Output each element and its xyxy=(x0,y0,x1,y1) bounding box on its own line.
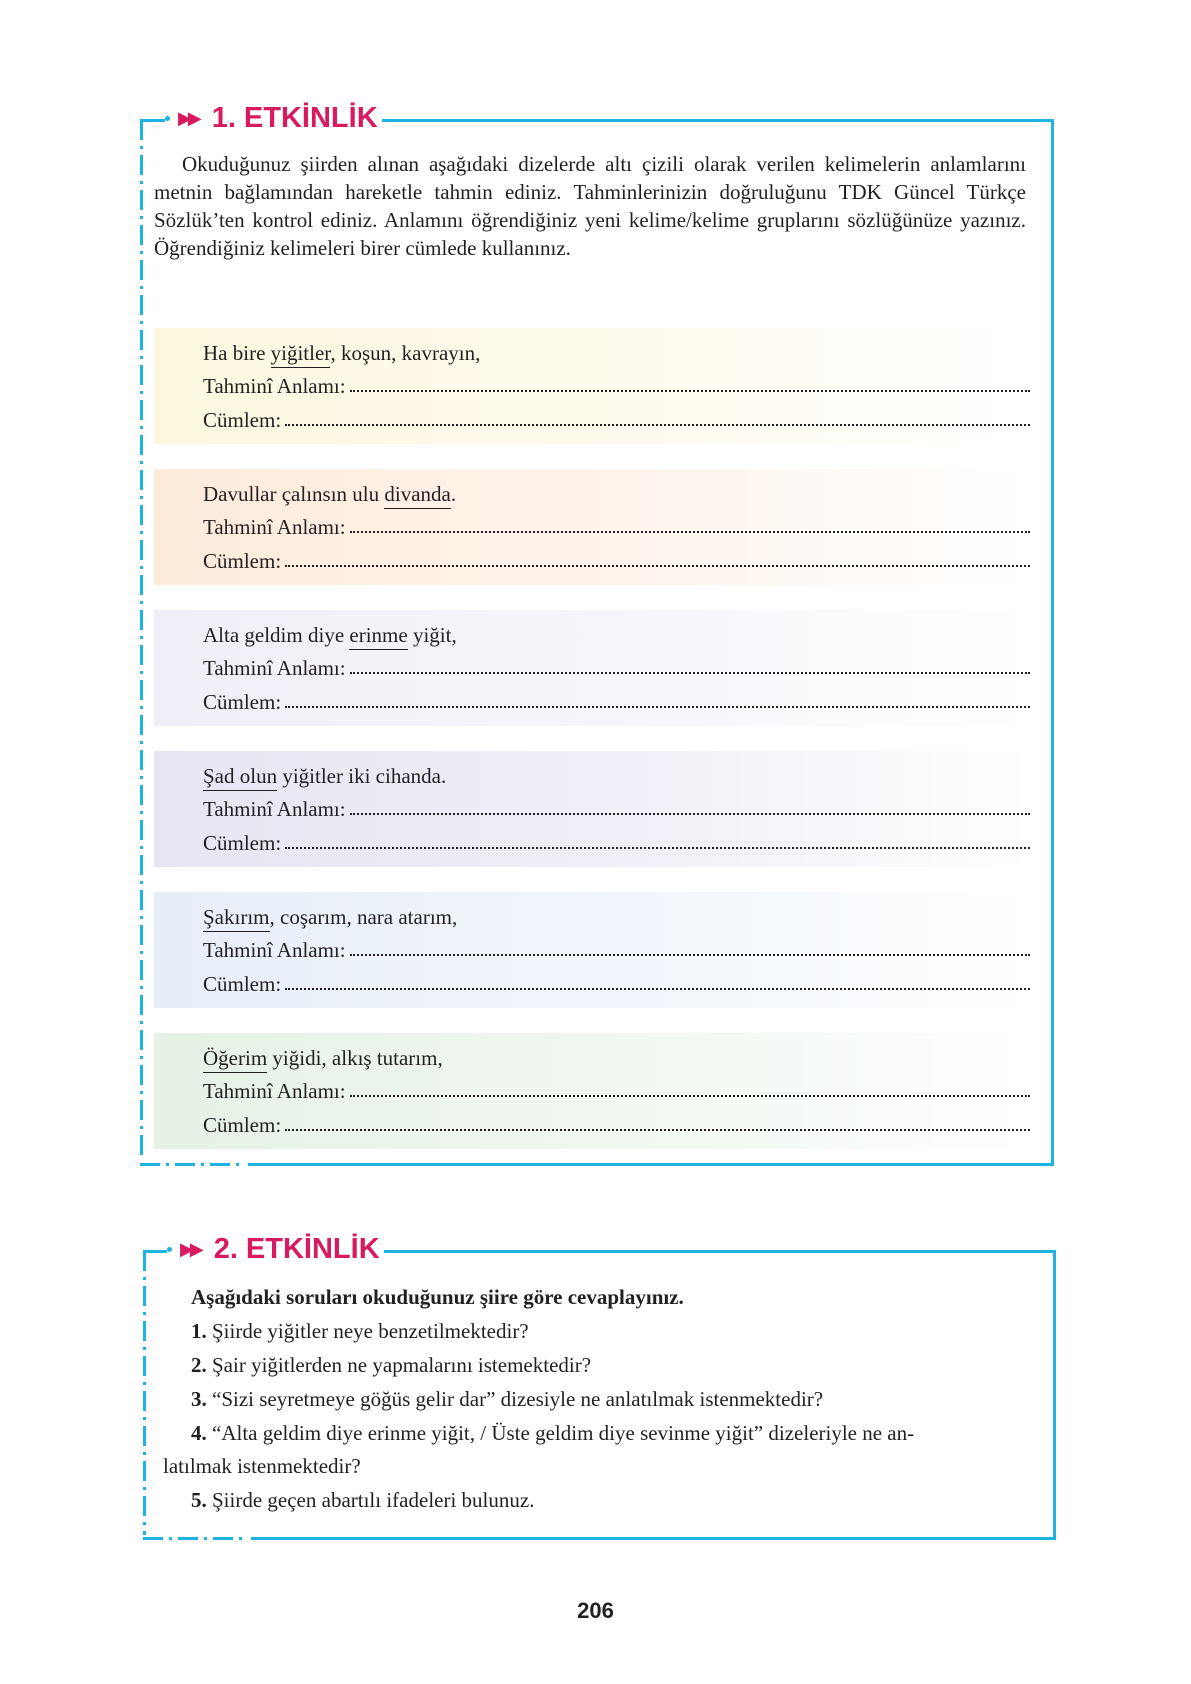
activity1-dashed-left xyxy=(140,120,143,1160)
verse-entry-2 xyxy=(154,469,1030,585)
double-arrow-icon: ▶▶ xyxy=(178,107,198,129)
bullet-dot-icon xyxy=(167,1247,172,1252)
verse-line: Şakırım, coşarım, nara atarım, xyxy=(203,902,457,932)
meaning-label: Tahminî Anlamı: xyxy=(203,656,346,680)
question-1: 1. Şiirde yiğitler neye benzetilmektedir? xyxy=(191,1319,529,1343)
verse-line: Şad olun yiğitler iki cihanda. xyxy=(203,761,446,791)
sentence-label: Cümlem: xyxy=(203,972,282,996)
meaning-label: Tahminî Anlamı: xyxy=(203,515,346,539)
activity2-dashed-left xyxy=(143,1251,146,1535)
meaning-answer-line[interactable] xyxy=(350,672,1030,674)
sentence-label: Cümlem: xyxy=(203,690,282,714)
sentence-label: Cümlem: xyxy=(203,549,282,573)
activity2-dashed-bottom xyxy=(143,1537,247,1540)
verse-line: Davullar çalınsın ulu divanda. xyxy=(203,479,456,509)
meaning-answer-line[interactable] xyxy=(350,1095,1030,1097)
meaning-answer-line[interactable] xyxy=(350,531,1030,533)
sentence-answer-line[interactable] xyxy=(285,706,1030,708)
sentence-answer-line[interactable] xyxy=(285,988,1030,990)
verse-entry-1 xyxy=(154,328,1030,444)
meaning-answer-line[interactable] xyxy=(350,390,1030,392)
question-4: 4. “Alta geldim diye erinme yiğit, / Üste geldim diye sevinme yiğit” dizeleriyle ne an- xyxy=(191,1421,915,1445)
activity2-title: 2. ETKİNLİK xyxy=(213,1232,380,1265)
activity1-title: 1. ETKİNLİK xyxy=(211,101,378,134)
verse-entry-6 xyxy=(154,1033,1030,1149)
underlined-word: Öğerim xyxy=(203,1046,267,1073)
meaning-label: Tahminî Anlamı: xyxy=(203,938,346,962)
verse-line: Öğerim yiğidi, alkış tutarım, xyxy=(203,1043,443,1073)
meaning-answer-line[interactable] xyxy=(350,813,1030,815)
question-2: 2. Şair yiğitlerden ne yapmalarını istemektedir? xyxy=(191,1353,592,1377)
activity1-dashed-bottom xyxy=(140,1163,244,1166)
bullet-dot-icon xyxy=(165,116,170,121)
meaning-label: Tahminî Anlamı: xyxy=(203,374,346,398)
underlined-word: divanda xyxy=(384,482,450,509)
double-arrow-icon: ▶▶ xyxy=(180,1238,200,1260)
underlined-word: yiğitler xyxy=(271,341,331,368)
sentence-label: Cümlem: xyxy=(203,408,282,432)
sentence-answer-line[interactable] xyxy=(285,1129,1030,1131)
underlined-word: Şad olun xyxy=(203,764,277,791)
meaning-label: Tahminî Anlamı: xyxy=(203,1079,346,1103)
underlined-word: erinme xyxy=(349,623,407,650)
verse-line: Ha bire yiğitler, koşun, kavrayın, xyxy=(203,338,480,368)
verse-entry-3 xyxy=(154,610,1030,726)
question-5: 5. Şiirde geçen abartılı ifadeleri bulunuz. xyxy=(191,1488,535,1512)
meaning-label: Tahminî Anlamı: xyxy=(203,797,346,821)
sentence-label: Cümlem: xyxy=(203,1113,282,1137)
sentence-answer-line[interactable] xyxy=(285,424,1030,426)
verse-entry-4 xyxy=(154,751,1030,867)
activity2-instruction: Aşağıdaki soruları okuduğunuz şiire göre cevaplayınız. xyxy=(191,1285,684,1309)
activity2-title-wrap xyxy=(167,1231,384,1267)
verse-line: Alta geldim diye erinme yiğit, xyxy=(203,620,457,650)
question-4-continued: latılmak istenmektedir? xyxy=(163,1454,361,1478)
sentence-answer-line[interactable] xyxy=(285,847,1030,849)
question-3: 3. “Sizi seyretmeye göğüs gelir dar” dizesiyle ne anlatılmak istenmektedir? xyxy=(191,1387,824,1411)
activity1-instructions: Okuduğunuz şiirden alınan aşağıdaki dizelerde altı çizili olarak verilen kelimelerin anlamlarını metnin bağlamından hareketle tahmin ediniz. Tahminlerinizin doğruluğunu TDK Güncel Türkçe Sözlük’ten kontrol ediniz. Anlamını öğrendiğiniz yeni kelime/kelime gruplarını sözlüğünüze yazınız. Öğrendiğiniz kelimeleri birer cümlede kullanınız. xyxy=(154,152,1026,260)
activity1-title-wrap xyxy=(165,100,382,136)
page-number: 206 xyxy=(577,1598,614,1623)
meaning-answer-line[interactable] xyxy=(350,954,1030,956)
sentence-label: Cümlem: xyxy=(203,831,282,855)
sentence-answer-line[interactable] xyxy=(285,565,1030,567)
verse-entry-5 xyxy=(154,892,1030,1008)
underlined-word: Şakırım xyxy=(203,905,270,932)
